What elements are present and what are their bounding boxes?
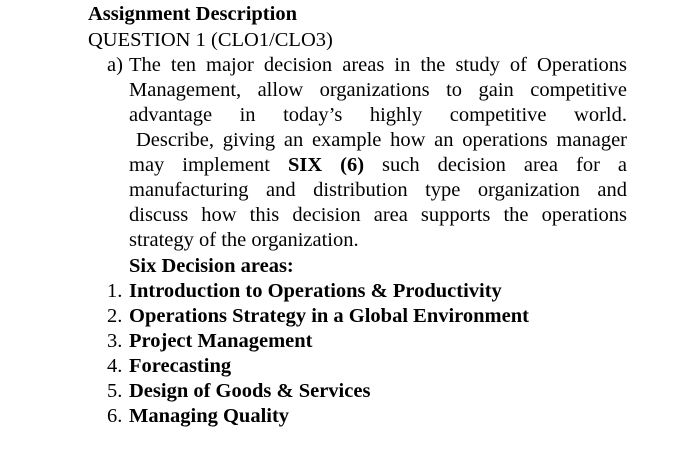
decision-areas-list	[107, 279, 529, 429]
list-item	[107, 354, 529, 379]
paragraph-line: strategy of the organization.	[129, 229, 359, 251]
list-item	[107, 279, 529, 304]
paragraph-body	[129, 53, 627, 253]
list-item	[107, 404, 529, 429]
paragraph-line: The ten major decision areas in the study of Operations	[129, 54, 627, 76]
list-number: 5.	[107, 380, 123, 402]
list-label: Operations Strategy in a Global Environment	[129, 305, 529, 327]
list-number: 6.	[107, 405, 123, 427]
paragraph-line: Describe, giving an example how an operations manager	[136, 129, 627, 151]
list-number: 1.	[107, 280, 123, 302]
list-number: 2.	[107, 305, 123, 327]
question-heading: QUESTION 1 (CLO1/CLO3)	[88, 29, 333, 51]
paragraph-line: discuss how this decision area supports the operations	[129, 204, 627, 226]
list-label: Introduction to Operations & Productivity	[129, 280, 502, 302]
part-marker: a)	[107, 54, 123, 76]
list-label: Managing Quality	[129, 405, 290, 427]
document-title: Assignment Description	[88, 3, 297, 25]
list-item	[107, 304, 529, 329]
list-item	[107, 329, 529, 354]
list-number: 4.	[107, 355, 123, 377]
paragraph-line: Management, allow organizations to gain competitive	[129, 79, 627, 101]
paragraph-line: advantage in today’s highly competitive world.	[129, 104, 627, 126]
list-number: 3.	[107, 330, 123, 352]
list-label: Forecasting	[129, 355, 232, 377]
paragraph-line-with-emphasis: may implement SIX (6) such decision area for a	[129, 154, 627, 176]
paragraph-line: manufacturing and distribution type organization and	[129, 179, 627, 201]
list-item	[107, 379, 529, 404]
list-label: Design of Goods & Services	[129, 380, 371, 402]
emphasis-count: SIX (6)	[287, 154, 365, 176]
question-paragraph	[107, 53, 627, 253]
list-label: Project Management	[129, 330, 313, 352]
decision-areas-heading: Six Decision areas:	[129, 255, 294, 277]
